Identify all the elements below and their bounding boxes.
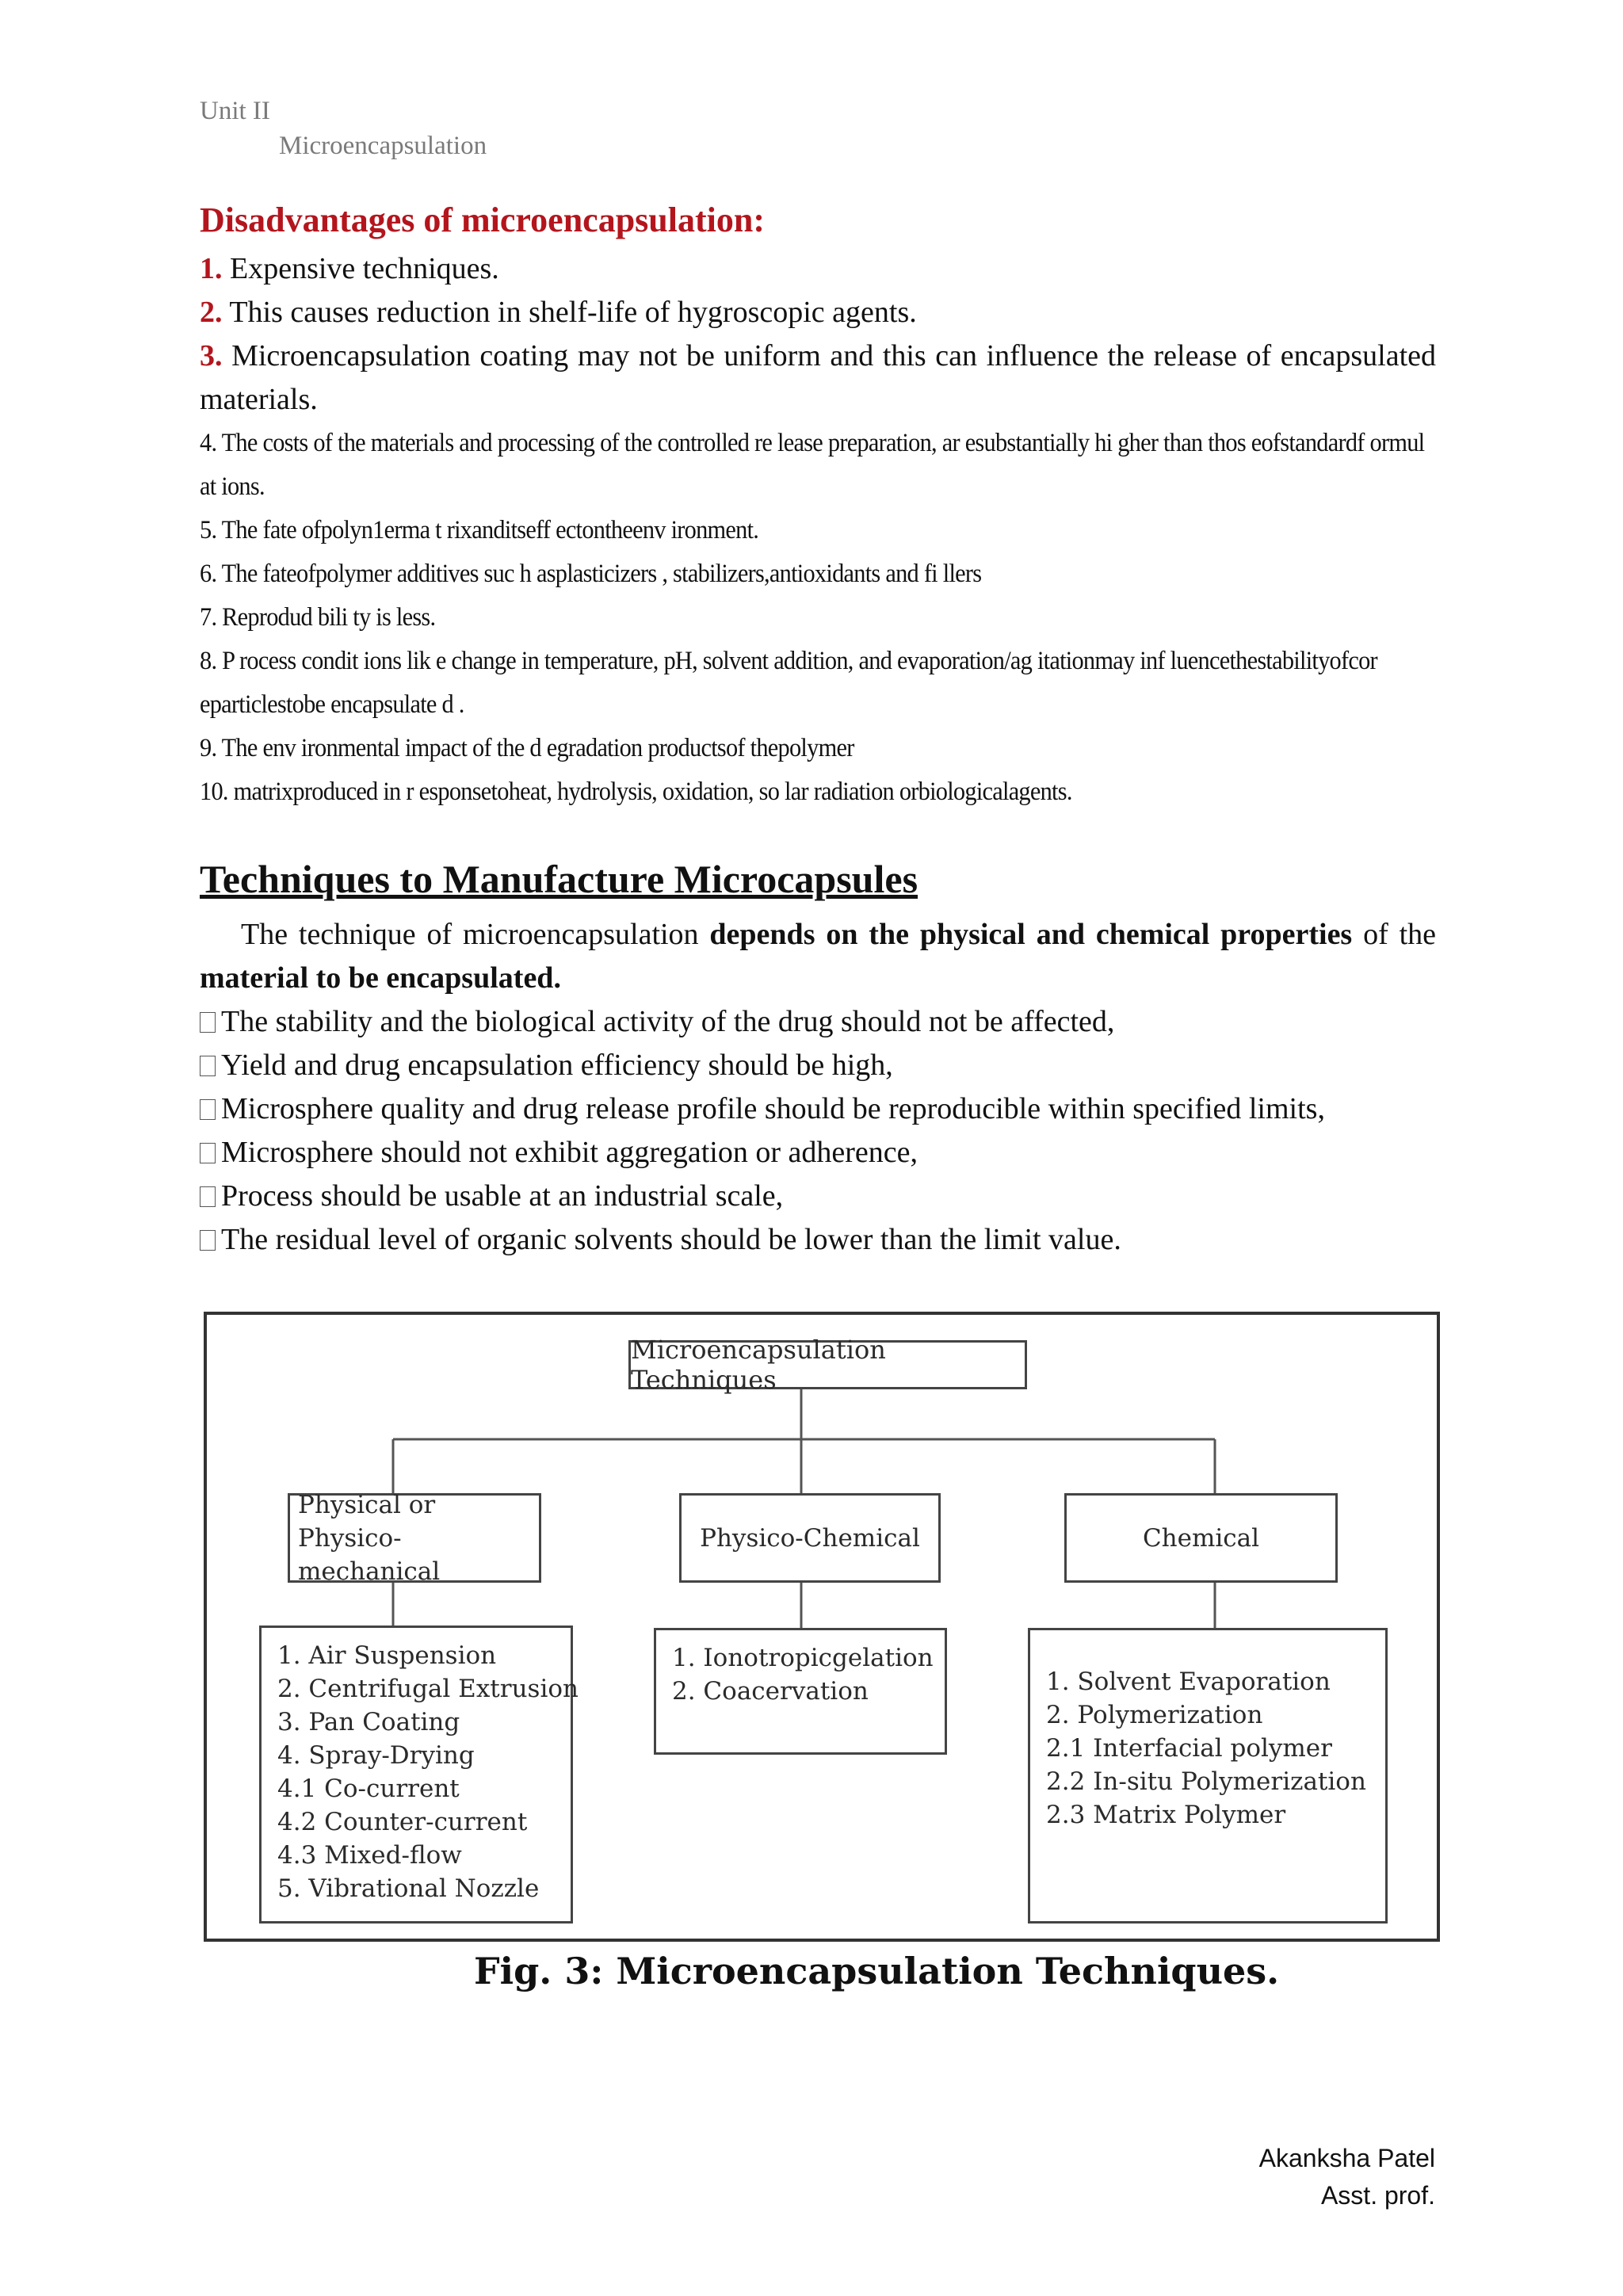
- list-item: [200, 1000, 1468, 1044]
- author-name: Akanksha Patel: [1258, 2144, 1435, 2172]
- missing-glyph-icon: [200, 1012, 216, 1033]
- intro-part: of the: [1352, 918, 1437, 951]
- method-item: 1. Solvent Evaporation: [1046, 1668, 1331, 1696]
- list-item: [200, 1087, 1468, 1131]
- figure-caption: Fig. 3: Microencapsulation Techniques.: [474, 1950, 1280, 1992]
- method-item: 2.3 Matrix Polymer: [1046, 1801, 1286, 1829]
- list-item: [200, 1044, 1468, 1087]
- criteria-list: [200, 1000, 1468, 1262]
- disadvantages-heading: Disadvantages of microencapsulation:: [200, 201, 765, 239]
- category-label: Physico-mechanical: [298, 1523, 441, 1586]
- header-unit: Unit II: [200, 97, 270, 125]
- method-item: 2.2 In-situ Polymerization: [1046, 1767, 1366, 1796]
- intro-bold: depends on the physical and chemical properties: [709, 918, 1353, 951]
- item-number: 1.: [200, 252, 223, 285]
- category-physical: [288, 1490, 541, 1586]
- category-label: Physical or: [298, 1490, 436, 1519]
- method-item: 3. Pan Coating: [277, 1708, 460, 1736]
- methods-physical: [259, 1626, 579, 1924]
- missing-glyph-icon: [200, 1230, 216, 1251]
- list-item: 5. The fate ofpolyn1erma t rixanditseff ectontheenv ironment.: [200, 516, 759, 544]
- methods-physico-chemical: [654, 1628, 947, 1755]
- diagram-root-node: Microencapsulation Techniques: [628, 1340, 1027, 1389]
- category-physico-chemical: [679, 1493, 941, 1583]
- disadvantages-list: [200, 247, 1436, 814]
- list-item: [200, 1131, 1468, 1175]
- method-item: 4.1 Co-current: [277, 1775, 460, 1803]
- method-item: 4.2 Counter-current: [277, 1808, 528, 1836]
- list-item: 9. The env ironmental impact of the d egradation productsof thepolymer: [200, 734, 854, 762]
- item-text: Microsphere quality and drug release profile should be reproducible within specified limits,: [221, 1092, 1325, 1125]
- method-item: 5. Vibrational Nozzle: [277, 1874, 540, 1903]
- techniques-heading: Techniques to Manufacture Microcapsules: [200, 857, 918, 901]
- intro-part: The technique of microencapsulation: [241, 918, 710, 951]
- list-item: 6. The fateofpolymer additives suc h asplasticizers , stabilizers,antioxidants and fi llers: [200, 560, 982, 588]
- item-text: Process should be usable at an industrial scale,: [221, 1179, 784, 1213]
- list-item: 4. The costs of the materials and processing of the controlled re lease preparation, ar esubstantially hi gher than thos eofstandardf ormul at ions.: [200, 429, 1425, 501]
- item-text: Yield and drug encapsulation efficiency should be high,: [221, 1049, 893, 1082]
- header-subject: Microencapsulation: [279, 132, 487, 160]
- item-number: 3.: [200, 339, 223, 372]
- method-item: 2. Centrifugal Extrusion: [277, 1675, 579, 1703]
- item-text: The residual level of organic solvents should be lower than the limit value.: [221, 1223, 1121, 1256]
- techniques-intro: [200, 913, 1436, 1000]
- item-text: Microsphere should not exhibit aggregation or adherence,: [221, 1136, 918, 1169]
- author-signature: [1259, 2140, 1435, 2214]
- missing-glyph-icon: [200, 1099, 216, 1120]
- item-text: This causes reduction in shelf-life of hygroscopic agents.: [222, 296, 917, 329]
- category-chemical: [1064, 1493, 1338, 1583]
- missing-glyph-icon: [200, 1143, 216, 1163]
- missing-glyph-icon: [200, 1056, 216, 1076]
- intro-bold: material to be encapsulated.: [200, 961, 561, 995]
- list-item: [200, 1175, 1468, 1218]
- method-item: 2.1 Interfacial polymer: [1046, 1734, 1332, 1763]
- item-text: Expensive techniques.: [222, 252, 499, 285]
- category-label: Chemical: [1142, 1523, 1260, 1553]
- method-item: 2. Polymerization: [1046, 1701, 1263, 1729]
- list-item: [200, 1218, 1468, 1262]
- list-item: 10. matrixproduced in r esponsetoheat, hydrolysis, oxidation, so lar radiation orbiologicalagents.: [200, 777, 1072, 806]
- item-text: Microencapsulation coating may not be uniform and this can influence the release of encapsulated materials.: [200, 339, 1436, 416]
- author-title: Asst. prof.: [1320, 2181, 1435, 2210]
- missing-glyph-icon: [200, 1186, 216, 1207]
- list-item: [200, 247, 1436, 291]
- method-item: 2. Coacervation: [672, 1677, 869, 1706]
- methods-chemical: [1028, 1628, 1388, 1924]
- list-item: [200, 291, 1436, 334]
- method-item: 1. Air Suspension: [277, 1641, 497, 1670]
- item-number: 2.: [200, 296, 223, 329]
- category-label: Physico-Chemical: [700, 1523, 920, 1553]
- method-item: 4. Spray-Drying: [277, 1741, 475, 1770]
- item-text: The stability and the biological activity of the drug should not be affected,: [221, 1005, 1115, 1038]
- method-item: 4.3 Mixed-flow: [277, 1841, 462, 1870]
- techniques-diagram: [204, 1312, 1440, 1942]
- list-item: 8. P rocess condit ions lik e change in temperature, pH, solvent addition, and evaporation/ag itationmay inf luencethestabilityofcor eparticlestobe encapsulate d .: [200, 647, 1377, 719]
- list-item: 7. Reprodud bili ty is less.: [200, 603, 436, 632]
- list-item: [200, 334, 1436, 422]
- method-item: 1. Ionotropicgelation: [672, 1644, 934, 1672]
